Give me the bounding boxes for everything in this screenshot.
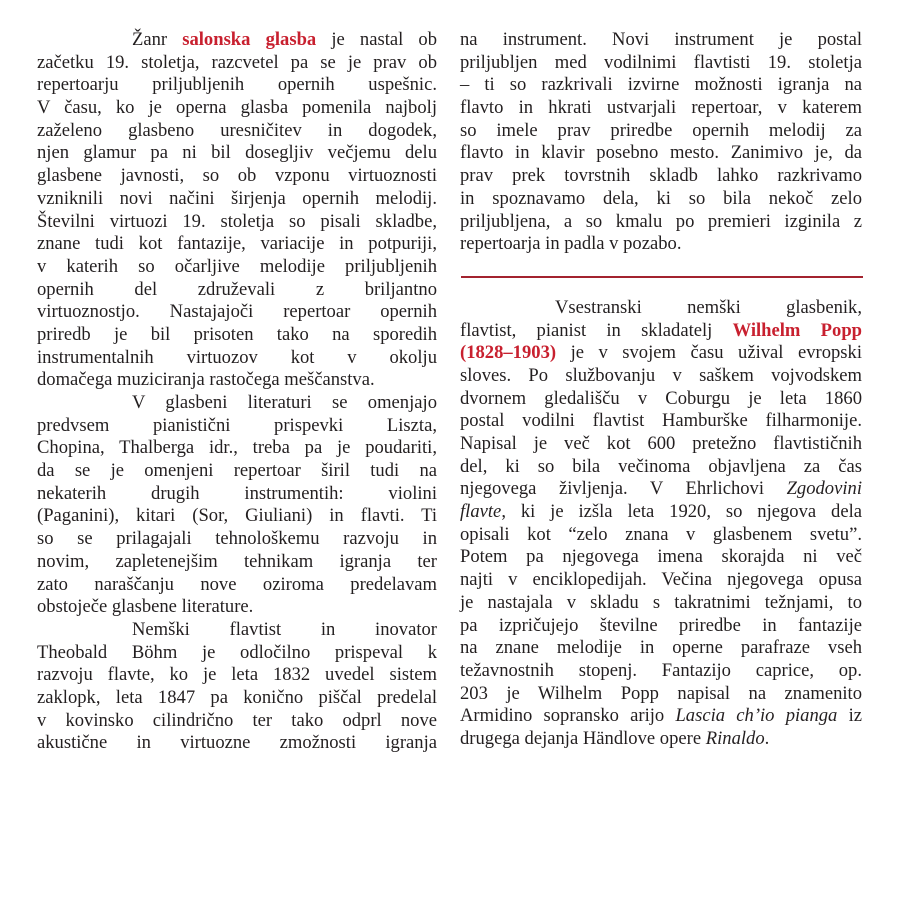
text-segment: prav prek tovrstnih skladb lahko razkrivamo [460,165,862,187]
text-line [37,97,437,120]
text-segment: obstoječe glasbene literature. [37,596,254,618]
text-line [37,211,437,234]
paragraph [37,392,437,619]
text-line [37,279,437,302]
left-column [37,29,437,755]
text-line [37,619,437,642]
text-segment: postal vodilni flavtist Hamburške filharmonije. [460,410,862,432]
text-line [460,728,862,751]
text-segment: so se prilagajali tehnološkemu razvoju in [37,528,437,550]
text-line [37,120,437,143]
text-line [460,660,862,683]
text-line [460,74,862,97]
text-segment: Nemški flavtist in inovator [132,618,437,640]
right-column-intro-continuation [460,29,862,256]
text-line [37,165,437,188]
text-segment: sloves. Po službovanju v saškem vojvodskem [460,364,862,386]
paragraph [37,619,437,755]
text-line [460,188,862,211]
italic-title: Rinaldo [705,727,765,749]
text-line [460,52,862,75]
text-segment: zaklopk, leta 1847 pa konično piščal predelal [37,686,437,708]
text-segment: na znane melodije in operne parafraze vseh [460,637,862,659]
text-line [460,97,862,120]
text-segment: na instrument. Novi instrument je postal [460,29,862,50]
text-line [37,301,437,324]
text-line [460,320,862,343]
text-segment: Napisal je več kot 600 pretežno flavtističnih [460,433,862,454]
text-line [37,29,437,52]
wilhelm-popp-section [460,297,862,751]
text-line [460,142,862,165]
italic-title: Lascia ch’io pianga [675,705,838,727]
text-line [37,664,437,687]
text-segment: glasbene javnosti, so ob vzponu virtuoznosti [37,165,437,187]
text-line [460,165,862,188]
text-line [37,347,437,370]
text-segment: , ki je izšla leta 1920, so njegova dela [501,501,862,523]
text-line [460,29,862,52]
right-column [460,29,862,751]
text-segment: nekaterih drugih instrumentih: violini [37,482,437,504]
text-line [460,683,862,706]
text-line [37,460,437,483]
text-line [460,233,862,256]
text-line [460,478,862,501]
text-segment: drugega dejanja Händlove opere [460,727,706,749]
text-segment: priljubljena, a so kmalu po premieri izginila z [460,210,862,232]
text-line [37,642,437,665]
text-line [37,596,437,619]
text-segment: instrumentalnih virtuozov kot v okolju [37,346,437,368]
text-segment: Žanr [132,29,183,50]
text-segment: iz [837,705,862,727]
text-segment: Vsestranski nemški glasbenik, [555,296,862,318]
text-line [37,188,437,211]
text-segment: je nastal ob [316,29,437,50]
text-segment: vzniknili novi načini širjenja opernih melodij. [37,187,437,209]
text-line [37,505,437,528]
text-line [37,369,437,392]
text-line [460,637,862,660]
text-segment: so imele prav priredbe opernih melodij za [460,119,862,141]
text-line [37,732,437,755]
text-line [460,456,862,479]
paragraph [460,29,862,256]
text-segment: Chopina, Thalberga idr., treba pa je poudariti, [37,437,437,459]
text-line [37,415,437,438]
text-segment: Potem pa njegovega imena skorajda ni več [460,546,862,568]
text-line [37,392,437,415]
text-segment: repertoarja in padla v pozabo. [460,233,682,255]
text-line [460,433,862,456]
text-segment: priredb je bil prisoten tako na sporedih [37,323,437,345]
italic-title: flavte [460,501,502,523]
text-segment: v katerih so očarljive melodije priljubljenih [37,255,437,277]
text-line [460,388,862,411]
text-line [37,142,437,165]
text-segment: najti v enciklopedijah. Večina njegovega opusa [460,569,862,591]
text-segment: njen glamur pa ni bil dosegljiv večjemu delu [37,142,437,164]
text-line [460,120,862,143]
text-line [37,233,437,256]
text-segment: v kovinsko cilindrično ter tako odprl nove [37,709,437,731]
text-line [460,297,862,320]
paragraph [37,29,437,392]
highlighted-name: salonska glasba [182,29,317,50]
text-segment: . [764,727,770,749]
text-segment: Armidino sopransko arijo [460,705,676,727]
text-segment: akustične in virtuozne zmožnosti igranja [37,732,437,754]
text-segment: flavto in klavir posebno mesto. Zanimivo je, da [460,142,862,164]
text-line [37,483,437,506]
text-segment: začetku 19. stoletja, razcvetel pa se je prav ob [37,51,437,73]
text-segment: in spoznavamo dela, ki so bila nekoč zelo [460,187,862,209]
text-line [37,710,437,733]
text-segment: Številni virtuozi 19. stoletja so pisali skladbe, [37,210,437,232]
text-segment: virtuoznostjo. Nastajajoči repertoar opernih [37,301,437,323]
text-segment: razvoju flavte, ko je leta 1832 uvedel sistem [37,664,437,686]
text-segment: priljubljen med vodilnimi flavtisti 19. stoletja [460,51,862,73]
text-segment: težavnostnih stopenj. Fantazijo caprice, op. [460,659,862,681]
text-line [460,211,862,234]
text-line [460,410,862,433]
text-line [37,437,437,460]
text-line [460,615,862,638]
text-line [37,256,437,279]
text-segment: V glasbeni literaturi se omenjajo [132,392,437,413]
text-line [37,52,437,75]
text-line [460,365,862,388]
text-segment: je v svojem času užival evropski [556,342,862,364]
text-line [460,592,862,615]
text-line [37,528,437,551]
text-segment: flavto in hkrati ustvarjali repertoar, v katerem [460,97,862,119]
text-segment: Theobald Böhm je odločilno prispeval k [37,641,437,663]
text-line [460,546,862,569]
highlighted-name: Wilhelm Popp [732,319,862,341]
text-segment: opernih del združevali z briljantno [37,278,437,300]
text-line [460,342,862,365]
text-line [37,687,437,710]
text-segment: V času, ko je operna glasba pomenila najbolj [37,97,437,119]
text-segment: domačega muziciranja rastočega meščanstva. [37,369,375,391]
divider-spacing [460,278,862,297]
text-segment: predvsem pianistični prispevki Liszta, [37,414,437,436]
text-segment: znane tudi kot fantazije, variacije in potpuriji, [37,233,437,255]
text-segment: repertoarju priljubljenih opernih uspešnic. [37,74,437,96]
text-segment: del, ki so bila večinoma objavljena za čas [460,455,862,477]
text-line [460,569,862,592]
text-line [460,524,862,547]
text-segment: dvornem gledališču v Coburgu je leta 1860 [460,387,862,409]
text-segment: novim, zapletenejšim tehnikam igranja ter [37,550,437,572]
text-segment: njegovega življenja. V Ehrlichovi [460,478,787,500]
text-segment: 203 je Wilhelm Popp napisal na znamenito [460,682,862,704]
text-segment: zaželeno glasbeno uresničitev in dogodek, [37,119,437,141]
highlighted-name: (1828–1903) [460,342,557,364]
text-segment: da se je omenjeni repertoar širil tudi na [37,460,437,482]
text-line [37,574,437,597]
text-segment: je nastajala v skladu s takratnimi težnjami, to [460,591,862,613]
text-segment: zato naraščanju nove oziroma predelavam [37,573,437,595]
text-segment: – ti so razkrivali izvirne možnosti igranja na [460,74,862,96]
text-line [460,501,862,524]
text-segment: opisali kot “zelo znana v glasbenem svetu”. [460,523,862,545]
text-segment: (Paganini), kitari (Sor, Giuliani) in flavti. Ti [37,505,437,527]
italic-title: Zgodovini [786,478,862,500]
text-segment: flavtist, pianist in skladatelj [460,319,733,341]
paragraph [460,297,862,751]
text-line [460,705,862,728]
text-line [37,74,437,97]
text-segment: pa izpričujejo številne priredbe in fantazije [460,614,862,636]
text-line [37,551,437,574]
text-line [37,324,437,347]
